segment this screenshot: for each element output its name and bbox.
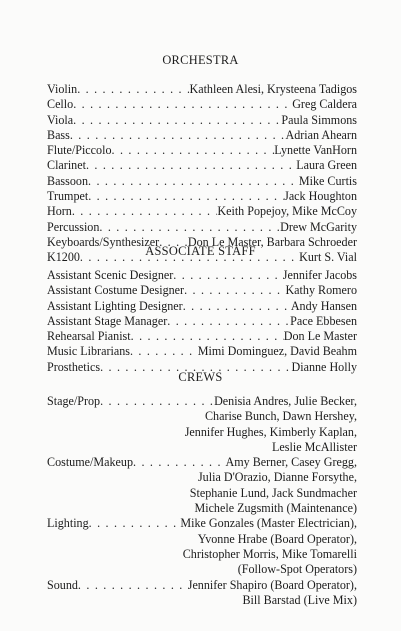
- names-text: Dianne Holly: [291, 359, 357, 374]
- names-text: Don Le Master: [283, 329, 357, 344]
- names-text: Adrian Ahearn: [285, 127, 357, 142]
- staff-entry: [47, 344, 357, 359]
- crew-entry: [47, 516, 357, 577]
- role-label: Assistant Costume Designer: [47, 283, 185, 298]
- dot-leader: [99, 220, 280, 235]
- role-label: Viola: [47, 112, 74, 127]
- orchestra-entry: [47, 220, 357, 235]
- dot-leader: [130, 344, 198, 359]
- names-text: Drew McGarity: [280, 219, 357, 234]
- crew-entry: [47, 455, 357, 516]
- names-continuation: Leslie McAllister: [272, 439, 357, 454]
- names-continuation: Jennifer Hughes, Kimberly Kaplan,: [184, 424, 357, 439]
- role-label: Rehearsal Pianist: [47, 329, 131, 344]
- role-label: Costume/Makeup: [47, 455, 133, 470]
- dot-leader: [88, 174, 299, 189]
- dot-leader: [73, 113, 281, 128]
- dot-leader: [88, 189, 284, 204]
- dot-leader: [72, 204, 218, 219]
- crew-first-line: [47, 516, 357, 531]
- orchestra-entry: [47, 82, 357, 97]
- orchestra-entry: [47, 158, 357, 173]
- names-text: Mike Curtis: [298, 173, 357, 188]
- role-label: Lighting: [47, 516, 89, 531]
- role-label: Percussion: [47, 219, 100, 234]
- associate-staff-heading: ASSOCIATE STAFF: [145, 244, 256, 258]
- names-text: Jack Houghton: [284, 189, 357, 204]
- orchestra-entry: [47, 204, 357, 219]
- crew-entry: [47, 394, 357, 455]
- crew-first-line: [47, 455, 357, 470]
- role-label: Violin: [47, 82, 78, 96]
- role-label: Keyboards/Synthesizer: [47, 234, 160, 249]
- dot-leader: [173, 268, 282, 283]
- dot-leader: [184, 283, 285, 298]
- crew-entry: [47, 578, 357, 609]
- names-text: Pace Ebbesen: [290, 313, 357, 328]
- crews-heading: CREWS: [178, 370, 223, 384]
- names-text: Mimi Dominguez, David Beahm: [197, 344, 357, 359]
- crew-first-line: [47, 394, 357, 409]
- names-text: Kurt S. Vial: [299, 250, 357, 265]
- role-label: Sound: [47, 577, 78, 592]
- dot-leader: [77, 82, 189, 97]
- names-continuation: Michele Zugsmith (Maintenance): [194, 501, 357, 516]
- names-text: Jennifer Jacobs: [282, 268, 357, 282]
- dot-leader: [78, 578, 188, 593]
- names-continuation: Stephanie Lund, Jack Sundmacher: [189, 485, 357, 500]
- names-continuation: Christopher Morris, Mike Tomarelli: [182, 546, 357, 561]
- names-continuation: Bill Barstad (Live Mix): [242, 592, 357, 607]
- orchestra-entry: [47, 174, 357, 189]
- role-label: Prosthetics: [47, 359, 101, 374]
- names-text: Keith Popejoy, Mike McCoy: [217, 204, 357, 219]
- role-label: K1200: [47, 250, 80, 265]
- names-text: Denisia Andres, Julie Becker,: [214, 394, 357, 408]
- dot-leader: [131, 329, 284, 344]
- orchestra-heading: ORCHESTRA: [162, 53, 239, 67]
- names-text: Lynette VanHorn: [274, 143, 357, 158]
- role-label: Bassoon: [47, 173, 88, 188]
- staff-entry: [47, 283, 357, 298]
- names-text: Amy Berner, Casey Gregg,: [225, 455, 357, 470]
- role-label: Assistant Scenic Designer: [47, 268, 174, 282]
- names-text: Jennifer Shapiro (Board Operator),: [187, 577, 357, 592]
- dot-leader: [73, 97, 292, 112]
- staff-entry: [47, 268, 357, 283]
- orchestra-entry: [47, 97, 357, 112]
- role-label: Trumpet: [47, 189, 89, 204]
- names-continuation: Julia D'Orazio, Dianne Forsythe,: [197, 470, 357, 485]
- names-text: Don Le Master, Barbara Schroeder: [187, 234, 357, 249]
- dot-leader: [100, 394, 214, 409]
- names-text: Paula Simmons: [281, 112, 357, 127]
- orchestra-entry: [47, 113, 357, 128]
- names-continuation: (Follow-Spot Operators): [237, 562, 357, 577]
- role-label: Flute/Piccolo: [47, 143, 112, 158]
- orchestra-entry: [47, 143, 357, 158]
- dot-leader: [133, 455, 225, 470]
- crews-list: [47, 394, 357, 608]
- names-text: Mike Gonzales (Master Electrician),: [180, 516, 357, 531]
- orchestra-entry: [47, 189, 357, 204]
- names-continuation: Charise Bunch, Dawn Hershey,: [204, 409, 357, 424]
- role-label: Bass: [47, 127, 70, 142]
- dot-leader: [70, 128, 286, 143]
- names-text: Greg Caldera: [292, 97, 357, 112]
- role-label: Assistant Stage Manager: [47, 313, 168, 328]
- names-text: Kathleen Alesi, Krysteena Tadigos: [189, 82, 357, 96]
- names-continuation: Yvonne Hrabe (Board Operator),: [197, 531, 357, 546]
- crew-first-line: [47, 578, 357, 593]
- names-text: Kathy Romero: [285, 283, 357, 298]
- names-text: Laura Green: [296, 158, 357, 173]
- role-label: Music Librarians: [47, 344, 130, 359]
- role-label: Clarinet: [47, 158, 86, 173]
- role-label: Cello: [47, 97, 74, 112]
- dot-leader: [86, 158, 296, 173]
- role-label: Assistant Lighting Designer: [47, 298, 183, 313]
- staff-entry: [47, 329, 357, 344]
- names-text: Andy Hansen: [290, 298, 357, 313]
- staff-entry: [47, 314, 357, 329]
- role-label: Stage/Prop: [47, 394, 101, 408]
- associate-staff-list: [47, 268, 357, 375]
- staff-entry: [47, 299, 357, 314]
- dot-leader: [89, 516, 181, 531]
- dot-leader: [112, 143, 275, 158]
- role-label: Horn: [47, 204, 72, 219]
- orchestra-entry: [47, 128, 357, 143]
- dot-leader: [183, 299, 291, 314]
- orchestra-list: [47, 82, 357, 266]
- dot-leader: [167, 314, 290, 329]
